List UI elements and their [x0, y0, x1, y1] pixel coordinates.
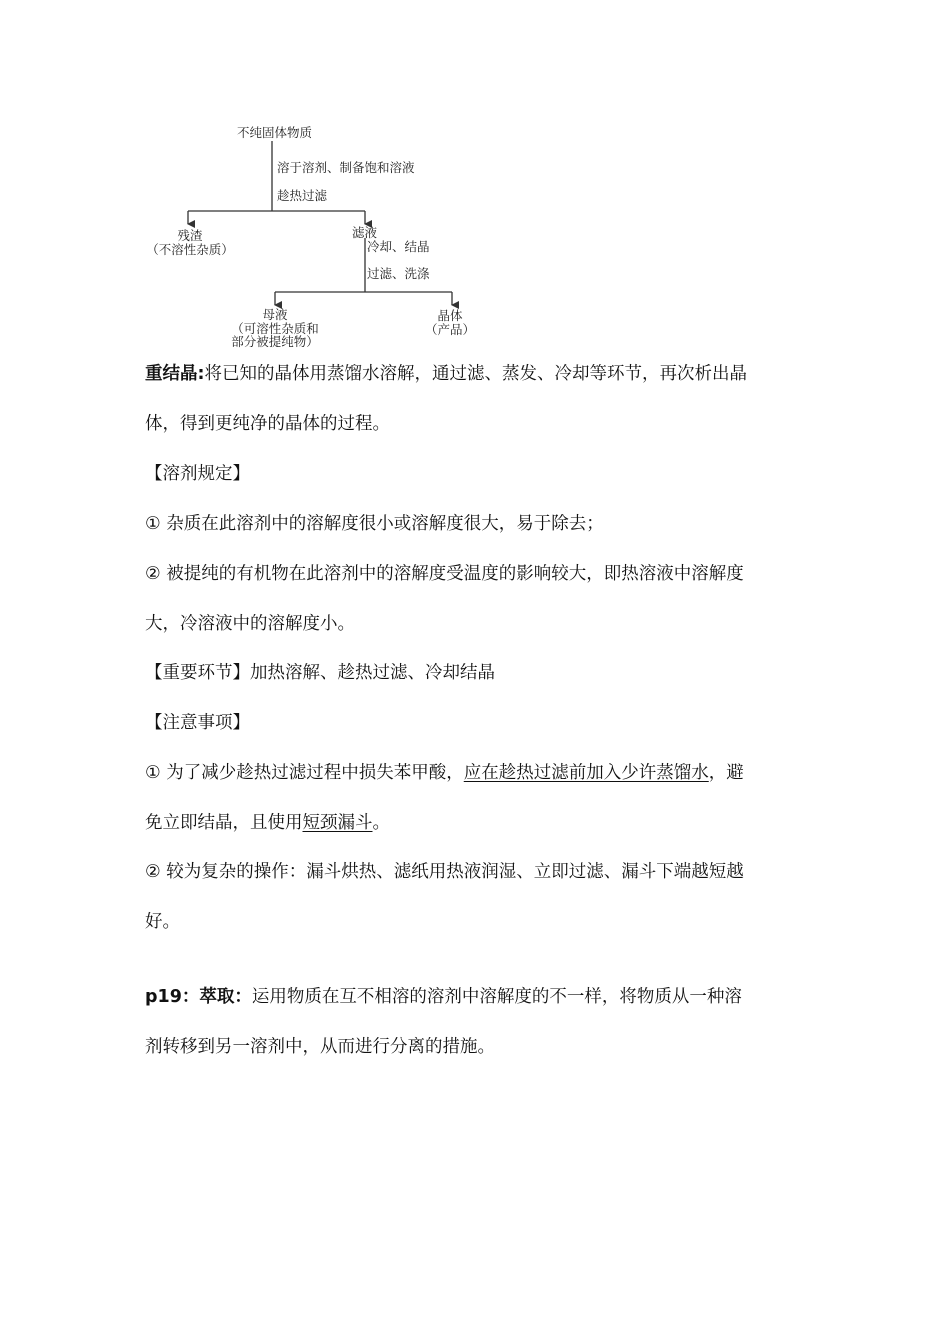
precaution-2-line-2: 好。	[145, 912, 180, 932]
node-mother-liquor-sub1: （可溶性杂质和	[231, 321, 319, 336]
precaution-1b-prefix: 免立即结晶，且使用	[145, 813, 303, 833]
key-steps-text: 加热溶解、趁热过滤、冷却结晶	[250, 663, 495, 683]
precaution-1-underlined: 应在趁热过滤前加入少许蒸馏水	[463, 763, 709, 783]
node-mother-liquor: 母液	[262, 307, 288, 322]
recrystallization-definition-line-2: 体，得到更纯净的晶体的过程。	[145, 414, 390, 434]
node-residue-sub: （不溶性杂质）	[146, 242, 234, 257]
step-hot-filter-label: 趁热过滤	[277, 188, 328, 203]
node-residue: 残渣	[177, 228, 203, 243]
extraction-definition-line-2: 剂转移到另一溶剂中，从而进行分离的措施。	[145, 1037, 495, 1057]
key-steps-line	[145, 661, 495, 685]
solvent-requirement-2-line-1: ② 被提纯的有机物在此溶剂中的溶解度受温度的影响较大，即热溶液中溶解度	[145, 564, 744, 584]
node-crystal: 晶体	[437, 308, 463, 323]
solvent-requirement-2-line-2: 大，冷溶液中的溶解度小。	[145, 614, 355, 634]
precaution-1b-underlined: 短颈漏斗	[302, 813, 373, 833]
recrystallization-definition-line-1	[145, 362, 747, 386]
recrystallization-flowchart	[0, 0, 950, 350]
extraction-definition-line-1	[145, 985, 742, 1009]
node-impure-solid: 不纯固体物质	[237, 125, 313, 140]
solvent-requirement-1: ① 杂质在此溶剂中的溶解度很小或溶解度很大，易于除去；	[145, 514, 604, 534]
precaution-2-line-1: ② 较为复杂的操作：漏斗烘热、滤纸用热液润湿、立即过滤、漏斗下端越短越	[145, 862, 744, 882]
node-mother-liquor-sub2: 部分被提纯物）	[231, 334, 319, 349]
recrystallization-term: 重结晶:	[145, 364, 205, 384]
node-crystal-sub: （产品）	[424, 322, 476, 337]
step-cool-crystallize-label: 冷却、结晶	[367, 239, 430, 254]
solvent-requirements-heading: 【溶剂规定】	[145, 464, 250, 484]
extraction-term: p19：萃取：	[145, 987, 252, 1007]
precaution-1-suffix: ，避	[708, 763, 744, 783]
node-filtrate: 滤液	[352, 225, 378, 240]
precaution-1b-suffix: 。	[372, 813, 390, 833]
recrystallization-definition-part1: 将已知的晶体用蒸馏水溶解，通过滤、蒸发、冷却等环节，再次析出晶	[204, 364, 747, 384]
key-steps-heading: 【重要环节】	[145, 663, 250, 683]
step-filter-wash-label: 过滤、洗涤	[367, 266, 430, 281]
flowchart-connectors	[0, 0, 950, 350]
precautions-heading: 【注意事项】	[145, 713, 250, 733]
extraction-definition-part1: 运用物质在互不相溶的溶剂中溶解度的不一样，将物质从一种溶	[251, 987, 742, 1007]
precaution-1-prefix: ① 为了减少趁热过滤过程中损失苯甲酸，	[145, 763, 464, 783]
step-dissolve-label: 溶于溶剂、制备饱和溶液	[277, 160, 415, 175]
precaution-1-line-2	[145, 811, 390, 835]
precaution-1-line-1	[145, 761, 744, 785]
